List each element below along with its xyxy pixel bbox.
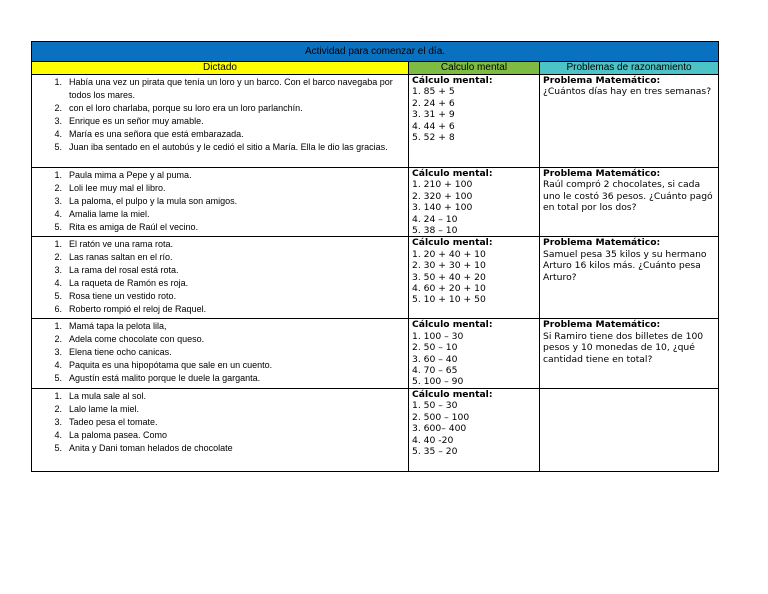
page-title: Actividad para comenzar el día. xyxy=(32,42,719,62)
calculo-item: 3. 600– 400 xyxy=(412,423,467,435)
activity-table xyxy=(31,41,719,472)
list-item xyxy=(32,290,406,303)
calculo-item: 1. 20 + 40 + 10 xyxy=(412,248,486,260)
list-number: 4. xyxy=(54,360,62,371)
list-number: 5. xyxy=(54,442,62,453)
list-text: Mamá tapa la pelota lila, xyxy=(69,321,167,332)
list-item xyxy=(32,238,406,251)
list-item xyxy=(32,277,406,290)
calculo-item: 5. 35 – 20 xyxy=(412,445,458,457)
list-text: Amalia lame la miel. xyxy=(69,209,150,219)
list-number: 4. xyxy=(54,209,62,219)
list-text: Había una vez un pirata que tenía un loro y un barco. Con el barco navegaba por todos los mares. xyxy=(69,77,393,100)
list-number: 4. xyxy=(54,129,62,139)
list-text: Roberto rompió el reloj de Raquel. xyxy=(69,304,207,315)
calculo-label: Cálculo mental: xyxy=(412,75,493,86)
activity-sheet xyxy=(31,41,718,472)
problema-cell xyxy=(540,319,719,388)
dictado-cell xyxy=(32,319,409,388)
calculo-item: 4. 40 -20 xyxy=(412,434,454,446)
list-number: 1. xyxy=(54,390,62,401)
list-text: La paloma pasea. Como xyxy=(69,429,168,440)
list-item xyxy=(32,390,406,403)
calculo-cell xyxy=(409,388,540,471)
calculo-cell xyxy=(409,75,540,168)
header-dictado: Dictado xyxy=(32,62,409,75)
list-item xyxy=(32,195,406,208)
list-item xyxy=(32,221,406,234)
list-number: 3. xyxy=(54,265,62,276)
list-item xyxy=(32,264,406,277)
list-item xyxy=(32,169,406,182)
list-item xyxy=(32,115,406,128)
problema-cell xyxy=(540,168,719,237)
dictado-cell xyxy=(32,168,409,237)
calculo-item: 1. 210 + 100 xyxy=(412,179,473,191)
list-item xyxy=(32,372,406,385)
header-row xyxy=(32,62,719,75)
list-item xyxy=(32,359,406,372)
list-item xyxy=(32,208,406,221)
calculo-item: 4. 70 – 65 xyxy=(412,365,458,377)
calculo-item: 1. 100 – 30 xyxy=(412,330,464,342)
list-item xyxy=(32,416,406,429)
list-item xyxy=(32,128,406,141)
list-number: 5. xyxy=(54,222,62,232)
list-text: La rama del rosal está rota. xyxy=(69,265,179,276)
list-number: 2. xyxy=(54,103,62,113)
dictado-cell xyxy=(32,237,409,319)
list-text: Elena tiene ocho canicas. xyxy=(69,347,172,358)
list-number: 2. xyxy=(54,252,62,263)
list-number: 5. xyxy=(54,142,62,152)
list-number: 3. xyxy=(54,116,62,126)
calculo-item: 1. 85 + 5 xyxy=(412,86,455,98)
table-row xyxy=(32,237,719,319)
list-number: 1. xyxy=(54,170,62,180)
calculo-label: Cálculo mental: xyxy=(412,168,493,179)
problema-label: Problema Matemático: xyxy=(543,237,661,249)
list-text: Loli lee muy mal el libro. xyxy=(69,183,166,193)
title-row xyxy=(32,42,719,62)
table-row xyxy=(32,168,719,237)
list-item xyxy=(32,429,406,442)
calculo-item: 4. 44 + 6 xyxy=(412,120,455,132)
calculo-item: 1. 50 – 30 xyxy=(412,400,458,412)
calculo-item: 4. 24 – 10 xyxy=(412,213,458,225)
calculo-item: 5. 52 + 8 xyxy=(412,132,455,144)
table-row xyxy=(32,319,719,388)
list-text: con el loro charlaba, porque su loro era un loro parlanchín. xyxy=(69,103,303,113)
dictado-list xyxy=(32,389,408,457)
list-number: 1. xyxy=(54,239,62,250)
problema-label: Problema Matemático: xyxy=(543,75,661,86)
list-text: La raqueta de Ramón es roja. xyxy=(69,278,189,289)
list-item xyxy=(32,346,406,359)
header-calculo: Calculo mental xyxy=(409,62,540,75)
problema-cell xyxy=(540,388,719,471)
list-text: La mula sale al sol. xyxy=(69,390,147,401)
list-item xyxy=(32,320,406,333)
calculo-item: 4. 60 + 20 + 10 xyxy=(412,283,486,295)
list-number: 3. xyxy=(54,347,62,358)
list-number: 1. xyxy=(54,77,62,87)
problema-text: Si Ramiro tiene dos billetes de 100 pesos y 10 monedas de 10, ¿qué cantidad tiene en total? xyxy=(543,330,704,365)
list-text: Las ranas saltan en el río. xyxy=(69,252,173,263)
calculo-item: 5. 10 + 10 + 50 xyxy=(412,294,486,306)
list-text: María es una señora que está embarazada. xyxy=(69,129,244,139)
problema-text: Samuel pesa 35 kilos y su hermano Arturo 16 kilos más. ¿Cuánto pesa Arturo? xyxy=(543,248,707,283)
dictado-list xyxy=(32,319,408,387)
list-item xyxy=(32,182,406,195)
problema-cell xyxy=(540,237,719,319)
list-text: Paquita es una hipopótama que sale en un cuento. xyxy=(69,360,273,371)
list-text: Rosa tiene un vestido roto. xyxy=(69,291,177,302)
calculo-label: Cálculo mental: xyxy=(412,388,493,400)
list-number: 4. xyxy=(54,429,62,440)
header-problemas: Problemas de razonamiento xyxy=(540,62,719,75)
list-text: Adela come chocolate con queso. xyxy=(69,334,205,345)
list-item xyxy=(32,403,406,416)
list-number: 3. xyxy=(54,196,62,206)
dictado-cell xyxy=(32,388,409,471)
list-number: 2. xyxy=(54,183,62,193)
list-text: Lalo lame la miel. xyxy=(69,403,140,414)
list-item xyxy=(32,102,406,115)
problema-label: Problema Matemático: xyxy=(543,168,661,179)
problema-text: Raúl compró 2 chocolates, si cada uno le costó 36 pesos. ¿Cuánto pagó en total por los dos? xyxy=(543,179,713,214)
list-item xyxy=(32,303,406,316)
table-row xyxy=(32,75,719,168)
calculo-item: 3. 60 – 40 xyxy=(412,353,458,365)
list-item xyxy=(32,251,406,264)
list-text: Paula mima a Pepe y al puma. xyxy=(69,170,192,180)
list-number: 5. xyxy=(54,373,62,384)
calculo-cell xyxy=(409,168,540,237)
table-row xyxy=(32,388,719,471)
problema-text: ¿Cuántos días hay en tres semanas? xyxy=(543,86,712,98)
calculo-item: 2. 50 – 10 xyxy=(412,342,458,354)
list-number: 5. xyxy=(54,291,62,302)
calculo-item: 3. 140 + 100 xyxy=(412,202,473,214)
calculo-item: 3. 31 + 9 xyxy=(412,109,455,121)
calculo-label: Cálculo mental: xyxy=(412,319,493,331)
calculo-label: Cálculo mental: xyxy=(412,237,493,249)
problema-label: Problema Matemático: xyxy=(543,319,661,331)
list-item xyxy=(32,442,406,455)
list-text: Enrique es un señor muy amable. xyxy=(69,116,204,126)
list-text: La paloma, el pulpo y la mula son amigos. xyxy=(69,196,238,206)
dictado-list xyxy=(32,237,408,318)
dictado-cell xyxy=(32,75,409,168)
list-text: El ratón ve una rama rota. xyxy=(69,239,174,250)
list-text: Rita es amiga de Raúl el vecino. xyxy=(69,222,199,232)
list-number: 3. xyxy=(54,416,62,427)
list-item xyxy=(32,333,406,346)
calculo-cell xyxy=(409,237,540,319)
calculo-item: 3. 50 + 40 + 20 xyxy=(412,271,486,283)
dictado-list xyxy=(32,75,408,156)
calculo-item: 5. 100 – 90 xyxy=(412,376,464,388)
list-number: 6. xyxy=(54,304,62,315)
calculo-item: 2. 320 + 100 xyxy=(412,190,473,202)
dictado-list xyxy=(32,168,408,236)
calculo-item: 2. 30 + 30 + 10 xyxy=(412,260,486,272)
list-number: 2. xyxy=(54,403,62,414)
list-number: 2. xyxy=(54,334,62,345)
problema-cell xyxy=(540,75,719,168)
calculo-cell xyxy=(409,319,540,388)
list-item xyxy=(32,141,406,154)
list-text: Juan iba sentado en el autobús y le cedió el sitio a María. Ella le dio las gracias. xyxy=(69,142,388,152)
calculo-item: 5. 38 – 10 xyxy=(412,225,458,237)
calculo-item: 2. 24 + 6 xyxy=(412,97,455,109)
list-text: Tadeo pesa el tomate. xyxy=(69,416,158,427)
calculo-item: 2. 500 – 100 xyxy=(412,411,470,423)
list-text: Anita y Dani toman helados de chocolate xyxy=(69,442,233,453)
list-item xyxy=(32,76,406,102)
list-text: Agustín está malito porque le duele la garganta. xyxy=(69,373,261,384)
list-number: 1. xyxy=(54,321,62,332)
list-number: 4. xyxy=(54,278,62,289)
